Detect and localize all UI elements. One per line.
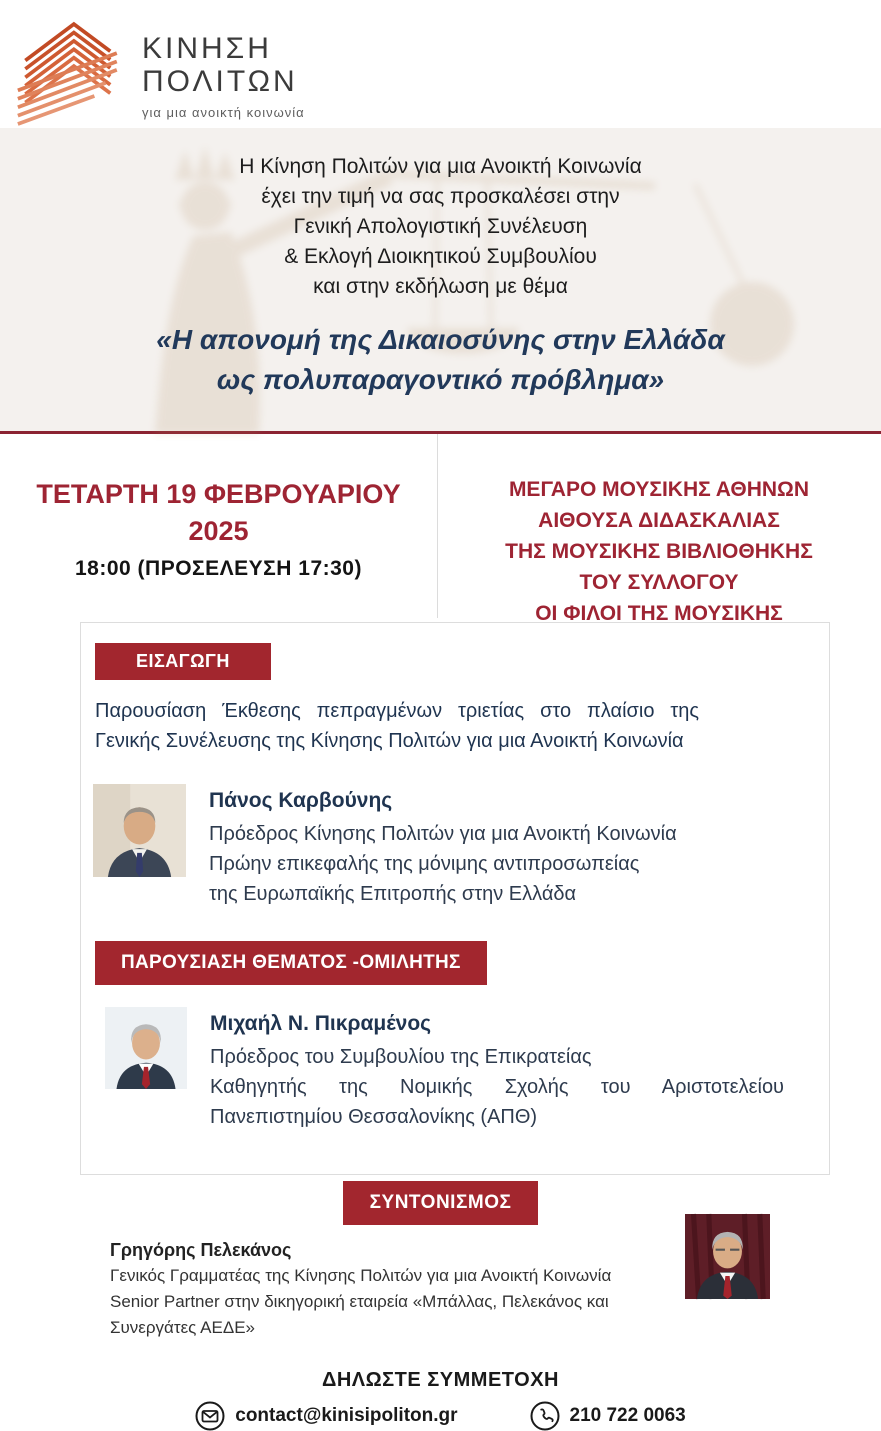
phone-contact[interactable] — [530, 1401, 686, 1431]
event-title-line-2: ως πολυπαραγοντικό πρόβλημα» — [216, 364, 665, 395]
speaker-role-3: της Ευρωπαϊκής Επιτροπής στην Ελλάδα — [209, 883, 577, 905]
event-title — [0, 320, 881, 400]
striped-chevron-logo-icon — [16, 12, 128, 124]
event-date-line-1: ΤΕΤΑΡΤΗ 19 ΦΕΒΡΟΥΑΡΙΟΥ — [36, 479, 401, 509]
moderator-role-2: Senior Partner στην δικηγορική εταιρεία «Μπάλλας, Πελεκάνος και Συνεργάτες ΑΕΔΕ» — [110, 1292, 609, 1337]
logo-wordmark — [142, 12, 305, 120]
speaker-role-1: Πρόεδρος Κίνησης Πολιτών για μια Ανοικτή Κοινωνία — [209, 823, 677, 845]
hero-invitation-section — [0, 128, 881, 434]
email-address[interactable]: contact@kinisipoliton.gr — [235, 1405, 458, 1426]
venue-line-4: ΤΟΥ ΣΥΛΛΟΓΟΥ — [579, 571, 739, 594]
intro-line-1: Η Κίνηση Πολιτών για μια Ανοικτή Κοινωνία — [239, 155, 642, 178]
footer-rsvp — [0, 1369, 881, 1431]
program-card — [80, 622, 830, 1175]
event-title-line-1: «Η απονομή της Δικαιοσύνης στην Ελλάδα — [156, 324, 725, 355]
moderator-role-1: Γενικός Γραμματέας της Κίνησης Πολιτών για μια Ανοικτή Κοινωνία — [110, 1266, 612, 1285]
speaker-row-karvounis — [93, 784, 829, 909]
event-date-line-2: 2025 — [188, 516, 249, 546]
speaker-role-2: Καθηγητής της Νομικής Σχολής του Αριστοτελείου Πανεπιστημίου Θεσσαλονίκης (ΑΠΘ) — [210, 1076, 784, 1128]
speaker-photo-pikramenos — [105, 1007, 187, 1089]
phone-circle-icon — [530, 1401, 560, 1431]
header-logo-band — [0, 0, 881, 128]
speaker-role-1: Πρόεδρος του Συμβουλίου της Επικρατείας — [210, 1046, 592, 1068]
speaker-info-pikramenos — [210, 1007, 784, 1132]
speaker-name: Πάνος Καρβούνης — [209, 789, 393, 812]
date-venue-row — [0, 434, 881, 625]
introduction-section-badge: ΕΙΣΑΓΩΓΗ — [95, 643, 271, 680]
moderator-name: Γρηγόρης Πελεκάνος — [110, 1240, 292, 1260]
intro-line-4: & Εκλογή Διοικητικού Συμβουλίου — [284, 245, 597, 268]
moderation-section — [0, 1181, 881, 1341]
venue-line-1: ΜΕΓΑΡΟ ΜΟΥΣΙΚΗΣ ΑΘΗΝΩΝ — [508, 478, 810, 501]
venue-line-3: ΤΗΣ ΜΟΥΣΙΚΗΣ ΒΙΒΛΙΟΘΗΚΗΣ — [505, 540, 813, 563]
venue-line-2: ΑΙΘΟΥΣΑ ΔΙΔΑΣΚΑΛΙΑΣ — [538, 509, 780, 532]
moderator-info — [110, 1237, 651, 1341]
introduction-description: Παρουσίαση Έκθεσης πεπραγμένων τριετίας στο πλαίσιο της Γενικής Συνέλευσης της Κίνησης Πολιτών για μια Ανοικτή Κοινωνία — [95, 700, 699, 752]
presentation-section-badge: ΠΑΡΟΥΣΙΑΣΗ ΘΕΜΑΤΟΣ -ΟΜΙΛΗΤΗΣ — [95, 941, 487, 985]
intro-line-3: Γενική Απολογιστική Συνέλευση — [293, 215, 588, 238]
speaker-info-karvounis — [209, 784, 677, 909]
speaker-photo-karvounis — [93, 784, 186, 877]
moderation-section-badge: ΣΥΝΤΟΝΙΣΜΟΣ — [343, 1181, 539, 1225]
intro-line-5: και στην εκδήλωση με θέμα — [313, 275, 568, 298]
rsvp-heading: ΔΗΛΩΣΤΕ ΣΥΜΜΕΤΟΧΗ — [321, 1369, 559, 1391]
intro-line-2: έχει την τιμή να σας προσκαλέσει στην — [261, 185, 620, 208]
organization-logo — [16, 12, 305, 124]
logo-word-2: ΠΟΛΙΤΩΝ — [142, 65, 298, 98]
moderator-photo-pelekanos — [685, 1214, 770, 1299]
logo-word-1: ΚΙΝΗΣΗ — [142, 32, 272, 65]
hero-text-block — [0, 152, 881, 400]
venue-block — [437, 434, 880, 625]
speaker-row-pikramenos — [105, 1007, 784, 1132]
phone-number[interactable]: 210 722 0063 — [569, 1405, 686, 1426]
venue-line-5: ΟΙ ΦΙΛΟΙ ΤΗΣ ΜΟΥΣΙΚΗΣ — [535, 602, 783, 625]
event-time: 18:00 (ΠΡΟΣΕΛΕΥΣΗ 17:30) — [75, 557, 362, 580]
contact-row — [0, 1401, 881, 1431]
envelope-circle-icon — [195, 1401, 225, 1431]
email-contact[interactable] — [195, 1401, 457, 1431]
logo-tagline: για μια ανοικτή κοινωνία — [142, 105, 305, 120]
date-time-block — [0, 434, 437, 618]
speaker-role-2: Πρώην επικεφαλής της μόνιμης αντιπροσωπείας — [209, 853, 640, 875]
speaker-name: Μιχαήλ Ν. Πικραμένος — [210, 1012, 432, 1035]
